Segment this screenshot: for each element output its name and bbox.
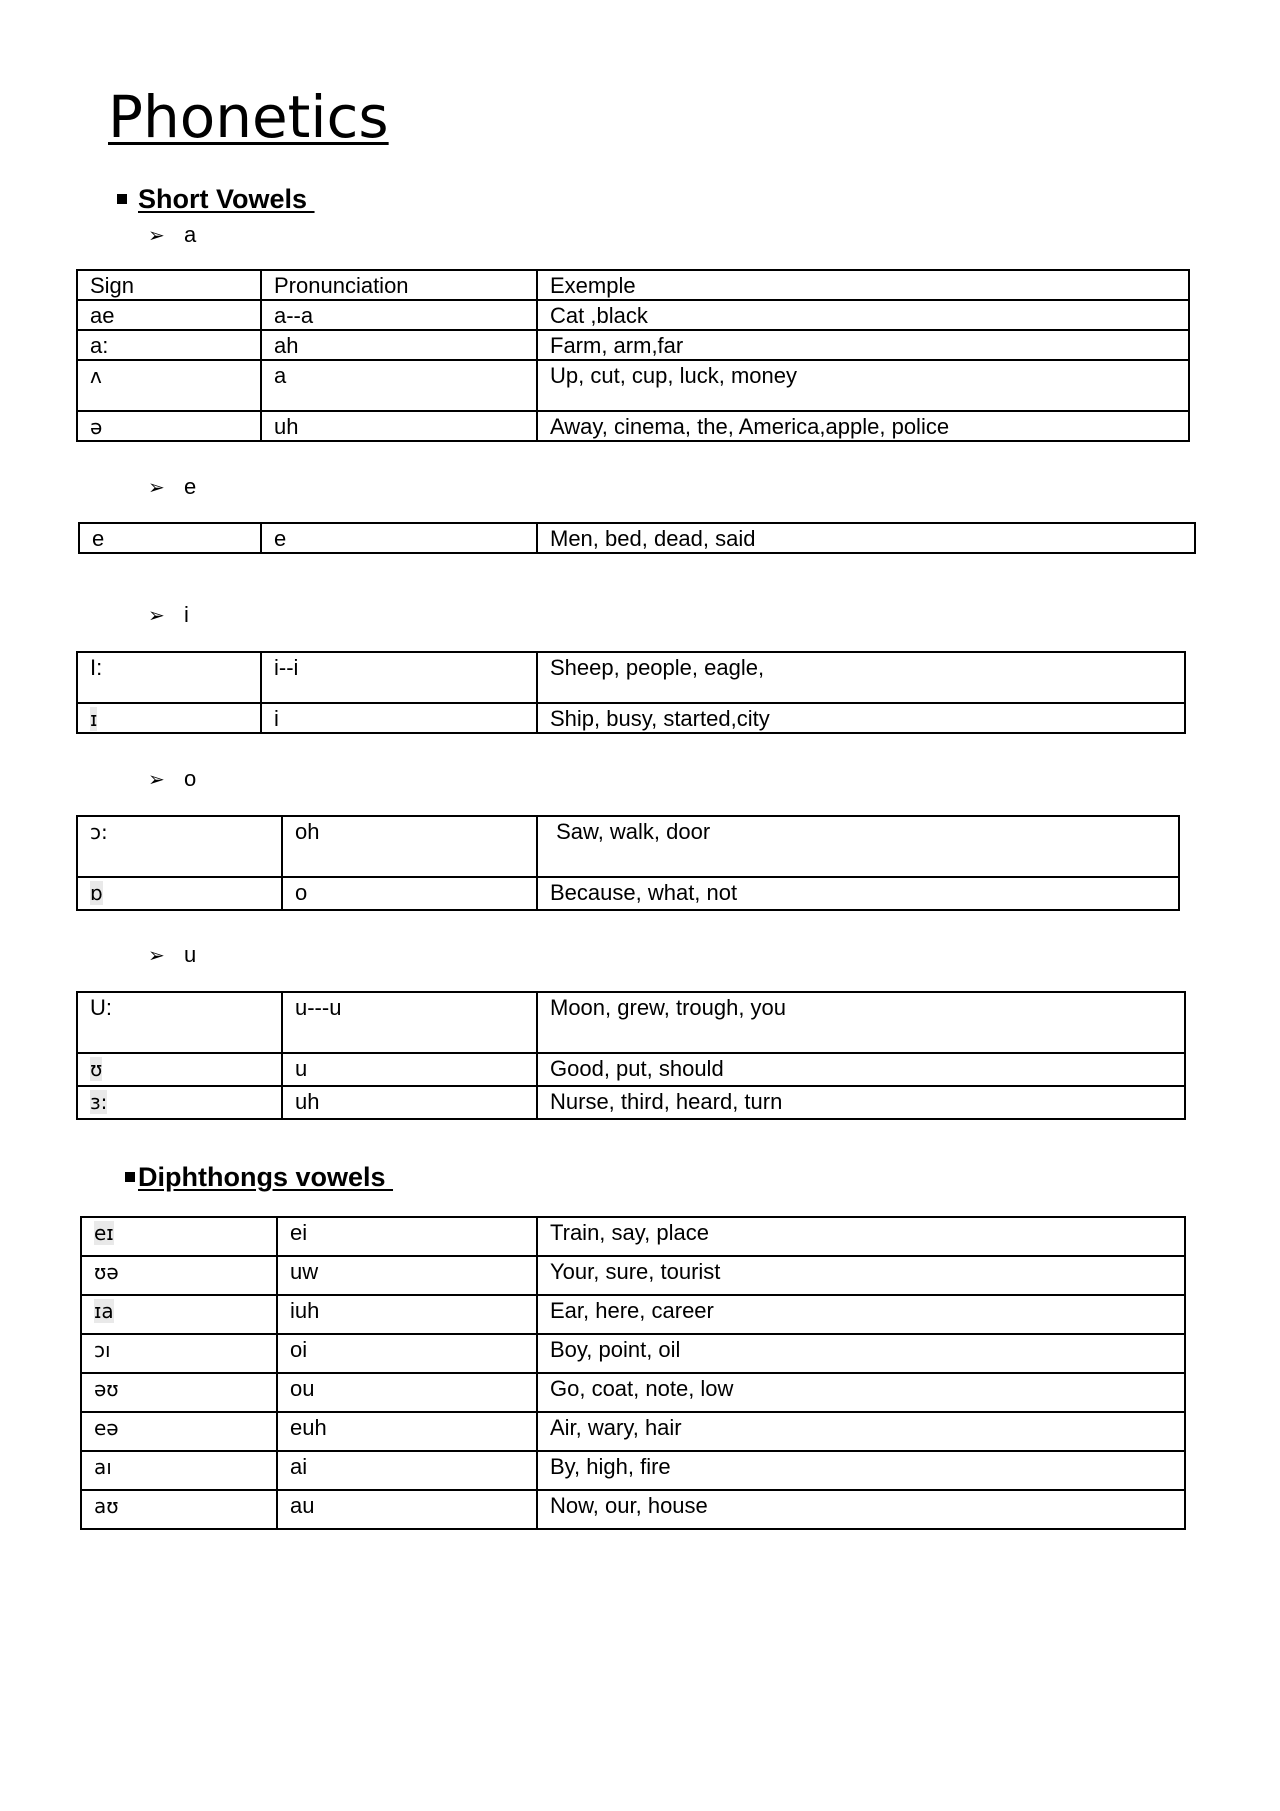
- header-example: Exemple: [537, 270, 1189, 300]
- table-row: [81, 1217, 1185, 1256]
- table-row: [77, 330, 1189, 360]
- section-heading-diphthongs: Diphthongs vowels: [138, 1162, 394, 1192]
- pronunciation-cell: i--i: [261, 652, 537, 703]
- arrowhead-bullet-icon: ➢: [148, 945, 165, 967]
- arrowhead-bullet-icon: ➢: [148, 477, 165, 499]
- example-cell: By, high, fire: [537, 1451, 1185, 1490]
- example-cell: Men, bed, dead, said: [537, 523, 1195, 553]
- sign-cell: [77, 877, 282, 910]
- pronunciation-cell: uw: [277, 1256, 537, 1295]
- table-row: [77, 300, 1189, 330]
- sign-cell: [77, 703, 261, 733]
- sub-item-u: [148, 944, 196, 966]
- sub-item-label: i: [184, 602, 189, 627]
- example-cell: Moon, grew, trough, you: [537, 992, 1185, 1053]
- sign-cell: eə: [81, 1412, 277, 1451]
- sign-cell: aı: [81, 1451, 277, 1490]
- pronunciation-cell: uh: [261, 411, 537, 441]
- table-row: [77, 816, 1179, 877]
- table-vowels-e: [78, 522, 1196, 554]
- header-sign: Sign: [77, 270, 261, 300]
- table-row: [77, 1086, 1185, 1119]
- pronunciation-cell: oh: [282, 816, 537, 877]
- table-row: [77, 877, 1179, 910]
- sub-item-o: [148, 768, 196, 790]
- sign-cell: ʊə: [81, 1256, 277, 1295]
- pronunciation-cell: iuh: [277, 1295, 537, 1334]
- table-header-row: [77, 270, 1189, 300]
- table-row: [81, 1256, 1185, 1295]
- pronunciation-cell: a--a: [261, 300, 537, 330]
- example-cell: Boy, point, oil: [537, 1334, 1185, 1373]
- sign-cell: aʊ: [81, 1490, 277, 1529]
- example-cell: Cat ,black: [537, 300, 1189, 330]
- example-cell: Ear, here, career: [537, 1295, 1185, 1334]
- ipa-symbol: ɜ:: [90, 1090, 108, 1114]
- table-row: [77, 360, 1189, 411]
- ipa-symbol: ʊ: [90, 1057, 103, 1081]
- example-cell: Good, put, should: [537, 1053, 1185, 1086]
- arrowhead-bullet-icon: ➢: [148, 605, 165, 627]
- pronunciation-cell: ah: [261, 330, 537, 360]
- example-cell: Ship, busy, started,city: [537, 703, 1185, 733]
- example-cell: Your, sure, tourist: [537, 1256, 1185, 1295]
- example-cell: Because, what, not: [537, 877, 1179, 910]
- example-cell: Go, coat, note, low: [537, 1373, 1185, 1412]
- table-row: [81, 1373, 1185, 1412]
- table-row: [81, 1334, 1185, 1373]
- pronunciation-cell: e: [261, 523, 537, 553]
- sign-cell: ae: [77, 300, 261, 330]
- sub-item-label: u: [184, 942, 197, 967]
- sign-cell: a:: [77, 330, 261, 360]
- pronunciation-cell: uh: [282, 1086, 537, 1119]
- table-vowels-u: [76, 991, 1186, 1120]
- sign-cell: [81, 1295, 277, 1334]
- table-row: [79, 523, 1195, 553]
- sub-item-label: o: [184, 766, 197, 791]
- example-cell: Farm, arm,far: [537, 330, 1189, 360]
- table-vowels-a: [76, 269, 1190, 442]
- pronunciation-cell: oi: [277, 1334, 537, 1373]
- arrowhead-bullet-icon: ➢: [148, 225, 165, 247]
- pronunciation-cell: ei: [277, 1217, 537, 1256]
- ipa-symbol: eɪ: [94, 1221, 114, 1245]
- table-row: [81, 1295, 1185, 1334]
- table-row: [81, 1412, 1185, 1451]
- pronunciation-cell: a: [261, 360, 537, 411]
- sign-cell: [81, 1217, 277, 1256]
- example-cell: Now, our, house: [537, 1490, 1185, 1529]
- sub-item-a: [148, 224, 196, 246]
- sub-item-e: [148, 476, 196, 498]
- table-row: [77, 992, 1185, 1053]
- arrowhead-bullet-icon: ➢: [148, 769, 165, 791]
- pronunciation-cell: o: [282, 877, 537, 910]
- sub-item-i: [148, 604, 189, 626]
- sign-cell: [77, 1086, 282, 1119]
- sign-cell: ɔı: [81, 1334, 277, 1373]
- pronunciation-cell: i: [261, 703, 537, 733]
- sign-cell: I:: [77, 652, 261, 703]
- table-row: [77, 652, 1185, 703]
- square-bullet-icon: [125, 1172, 135, 1182]
- table-diphthongs: [80, 1216, 1186, 1530]
- ipa-symbol: ɪ: [90, 707, 98, 731]
- header-pronunciation: Pronunciation: [261, 270, 537, 300]
- pronunciation-cell: au: [277, 1490, 537, 1529]
- pronunciation-cell: u---u: [282, 992, 537, 1053]
- sign-cell: e: [79, 523, 261, 553]
- sign-cell: ʌ: [77, 360, 261, 411]
- ipa-symbol: ɪa: [94, 1299, 114, 1323]
- example-cell: Away, cinema, the, America,apple, police: [537, 411, 1189, 441]
- example-cell: Up, cut, cup, luck, money: [537, 360, 1189, 411]
- example-cell: Nurse, third, heard, turn: [537, 1086, 1185, 1119]
- ipa-symbol: ɒ: [90, 881, 103, 905]
- table-vowels-o: [76, 815, 1180, 911]
- pronunciation-cell: ai: [277, 1451, 537, 1490]
- pronunciation-cell: u: [282, 1053, 537, 1086]
- sign-cell: ɔ:: [77, 816, 282, 877]
- table-row: [81, 1451, 1185, 1490]
- sub-item-label: e: [184, 474, 197, 499]
- pronunciation-cell: ou: [277, 1373, 537, 1412]
- pronunciation-cell: euh: [277, 1412, 537, 1451]
- table-row: [81, 1490, 1185, 1529]
- example-cell: Sheep, people, eagle,: [537, 652, 1185, 703]
- section-heading-short-vowels: Short Vowels: [138, 184, 315, 214]
- example-cell: Train, say, place: [537, 1217, 1185, 1256]
- sign-cell: ə: [77, 411, 261, 441]
- sign-cell: əʊ: [81, 1373, 277, 1412]
- table-row: [77, 411, 1189, 441]
- table-vowels-i: [76, 651, 1186, 734]
- table-row: [77, 703, 1185, 733]
- sub-item-label: a: [184, 222, 197, 247]
- page-title: Phonetics: [108, 83, 389, 151]
- sign-cell: U:: [77, 992, 282, 1053]
- square-bullet-icon: [117, 194, 127, 204]
- table-row: [77, 1053, 1185, 1086]
- example-cell: Air, wary, hair: [537, 1412, 1185, 1451]
- example-cell: Saw, walk, door: [537, 816, 1179, 877]
- sign-cell: [77, 1053, 282, 1086]
